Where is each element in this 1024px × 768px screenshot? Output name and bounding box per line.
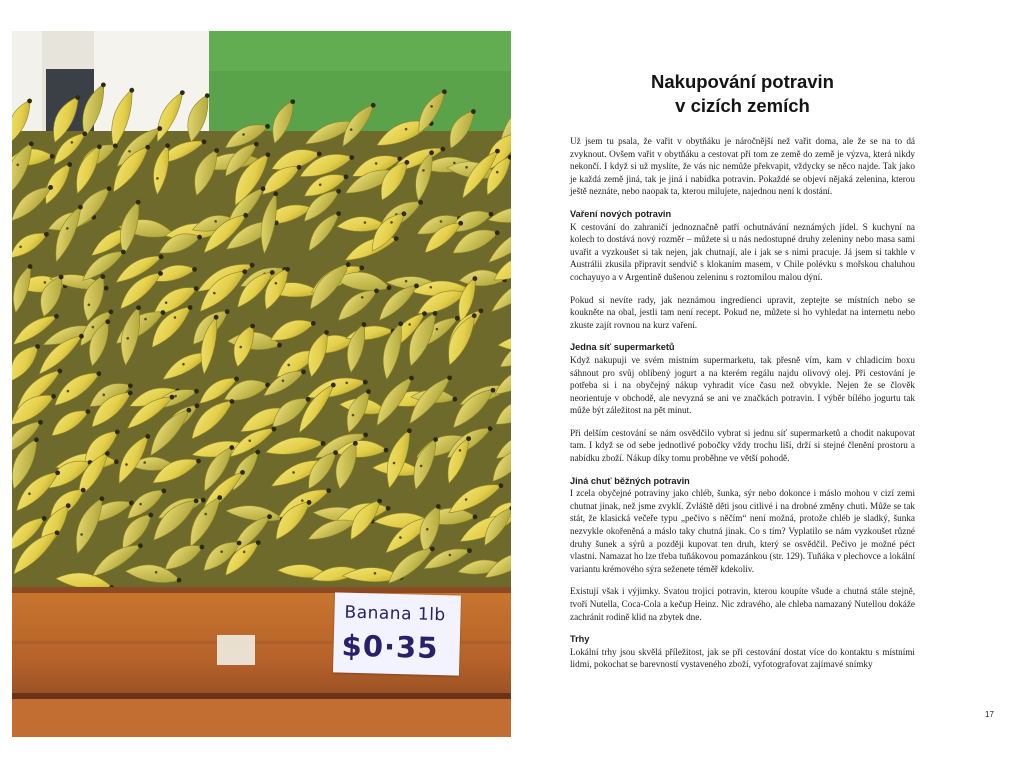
banana-market-photo (12, 31, 511, 737)
article-title-line-1: Nakupování potravin (651, 71, 834, 92)
section-paragraph: Pokud si nevíte rady, jak neznámou ingredienci upravit, zeptejte se místních nebo se koukněte na obal, jestli tam není recept. Pokud ne, můžete si ho vyhledat na internetu nebo zkuste zajít rovnou na kurz vaření. (570, 294, 915, 330)
section-paragraph: Lokální trhy jsou skvělá příležitost, jak se při cestování dostat více do kontaktu s místními lidmi, pokochat se barevností vystaveného zboží, vyfotografovat zajímavé snímky (570, 646, 915, 670)
banana-price-tag (333, 592, 461, 675)
intro-paragraph: Už jsem tu psala, že vařit v obytňáku je náročnější než vařit doma, ale že se na to dá zvyknout. Ovšem vařit v obytňáku a cestovat při tom ze země do země je výzva, která nikdy nekončí. I když si už myslíte, že vás nic nemůže překvapit, vždycky se něco najde. Tak jako je každá země jiná, tak je jiná i nabídka potravin. Pokaždé se objeví nějaká zelenina, kterou ještě neznáte, nebo naopak ta, kterou milujete, najednou není k dostání. (570, 136, 915, 197)
section-heading: Jedna síť supermarketů (570, 342, 675, 353)
price-tag-price: $0·35 (341, 628, 439, 666)
section-heading: Vaření nových potravin (570, 208, 672, 219)
section-paragraph: Když nakupuji ve svém místním supermarketu, tak přesně vím, kam v chladicím boxu sáhnout pro svůj oblíbený jogurt a na kterém regálu najdu olivový olej. Při cestování je potřeba si i na obyčejný nákup vyhradit více času než obvykle. Nejen že se člověk neorientuje v obchodě, ale nevyzná se ani ve značkách potravin. I výběr bílého jogurtu tak může být záležitost na pět minut. (570, 354, 915, 416)
page-number: 17 (985, 710, 994, 719)
section-paragraph: K cestování do zahraničí jednoznačně patří ochutnávání neznámých jídel. S kuchyní na kolech to dostává nový rozměr – můžete si u nás nedostupné druhy zeleniny nebo masa sami uvařit a vyzkoušet si tak nejen, jak chutnají, ale i jak se s nimi pracuje. Já jsem si takhle v Austrálii zkusila připravit sendvič s klokaním masem, v Chile polévku s mořskou chaluhou cochayuyo a v Argentině dušenou zeleninu s roztomilou malou dýní. (570, 221, 915, 282)
section-heading: Trhy (570, 634, 590, 645)
section-supermarket-chain (570, 341, 915, 464)
section-markets (570, 633, 915, 671)
section-heading: Jiná chuť běžných potravin (570, 475, 690, 486)
section-cooking-new-food (570, 208, 915, 331)
article (570, 70, 915, 681)
section-different-taste (570, 475, 915, 624)
section-paragraph: Při delším cestování se nám osvědčilo vybrat si jednu síť supermarketů a chodit nakupovat tam. I když se od sebe jednotlivé pobočky vždy trochu liší, drží si stejné členění prostoru a nabídku zboží. Nákup díky tomu proběhne ve větší pohodě. (570, 427, 915, 464)
price-tag-product: Banana 1lb (344, 602, 446, 626)
article-title-line-2: v cizích zemích (675, 95, 810, 116)
article-title (570, 70, 915, 118)
section-paragraph: I zcela obyčejné potraviny jako chléb, šunka, sýr nebo dokonce i máslo mohou v cizí zemi chutnat jinak, než jsme zvyklí. Zvláště děti jsou citlivé i na drobné změny chuti. Může se tak stát, že klasická večeře typu „pečivo s něčím“ není možná, protože chléb je sladký, šunka nezvykle okořeněná a máslo taky chutná jinak. Co s tím? Vyplatilo se nám vyzkoušet různé druhy šunek a sýrů a později kupovat ten druh, který se osvědčil. Pečivo je možné péct vlastní. Namazat ho lze třeba tuňákovou pomazánkou (str. 129). Tuňáka v plechovce a lokální variantu krémového sýra seženete téměř kdekoliv. (570, 488, 915, 574)
section-paragraph: Existují však i výjimky. Svatou trojici potravin, kterou koupíte všude a chutná stále stejně, tvoří Nutella, Coca-Cola a kečup Heinz. Nic zdravého, ale chleba namazaný Nutellou dokáže zachránit rodině klid na zbytek dne. (570, 586, 915, 622)
